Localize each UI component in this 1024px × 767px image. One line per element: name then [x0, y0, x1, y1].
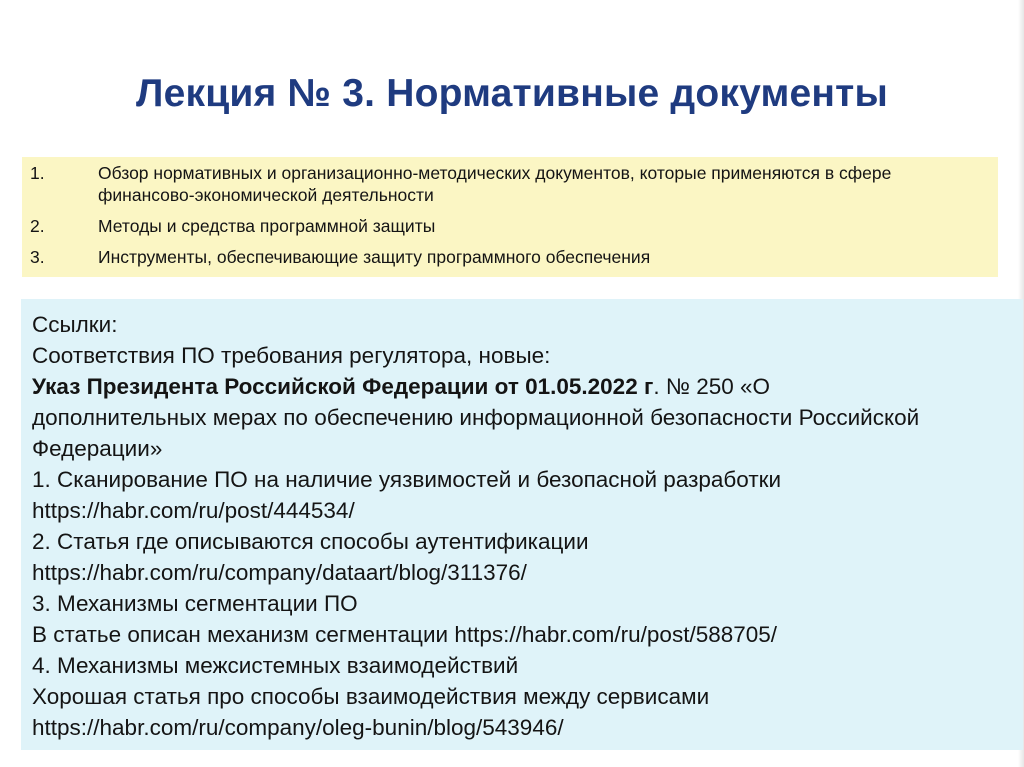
references-box	[21, 299, 1023, 750]
topic-number: 2.	[30, 216, 45, 236]
reference-title: 2. Статья где описываются способы аутентификации	[32, 529, 589, 554]
topic-number: 1.	[30, 163, 45, 183]
reference-title: 3. Механизмы сегментации ПО	[32, 591, 358, 616]
decree-title: Указ Президента Российской Федерации от 01.05.2022 г	[32, 374, 654, 399]
slide-title: Лекция № 3. Нормативные документы	[136, 72, 888, 115]
decree-details: . № 250 «О дополнительных мерах по обеспечению информационной безопасности Российской Федерации»	[32, 374, 920, 461]
topic-text: Обзор нормативных и организационно-методических документов, которые применяются в сфере финансово-экономической деятельности	[98, 163, 892, 205]
reference-link[interactable]: https://habr.com/ru/post/444534/	[32, 498, 355, 523]
topics-box	[22, 157, 998, 277]
reference-description: Хорошая статья про способы взаимодействия между сервисами	[32, 684, 710, 709]
reference-link[interactable]: https://habr.com/ru/company/dataart/blog/311376/	[32, 560, 527, 585]
reference-title: 1. Сканирование ПО на наличие уязвимостей и безопасной разработки	[32, 467, 782, 492]
reference-title: 4. Механизмы межсистемных взаимодействий	[32, 653, 519, 678]
topic-text: Инструменты, обеспечивающие защиту программного обеспечения	[98, 247, 651, 267]
decree-reference	[32, 371, 932, 464]
reference-link[interactable]: В статье описан механизм сегментации https://habr.com/ru/post/588705/	[32, 622, 778, 647]
references-heading: Ссылки:	[32, 312, 118, 337]
topic-item	[22, 246, 998, 268]
topic-number: 3.	[30, 247, 45, 267]
topic-item	[22, 215, 998, 237]
topic-item	[22, 162, 998, 206]
reference-link[interactable]: https://habr.com/ru/company/oleg-bunin/blog/543946/	[32, 715, 564, 740]
topic-text: Методы и средства программной защиты	[98, 216, 436, 236]
references-intro: Соответствия ПО требования регулятора, новые:	[32, 343, 551, 368]
